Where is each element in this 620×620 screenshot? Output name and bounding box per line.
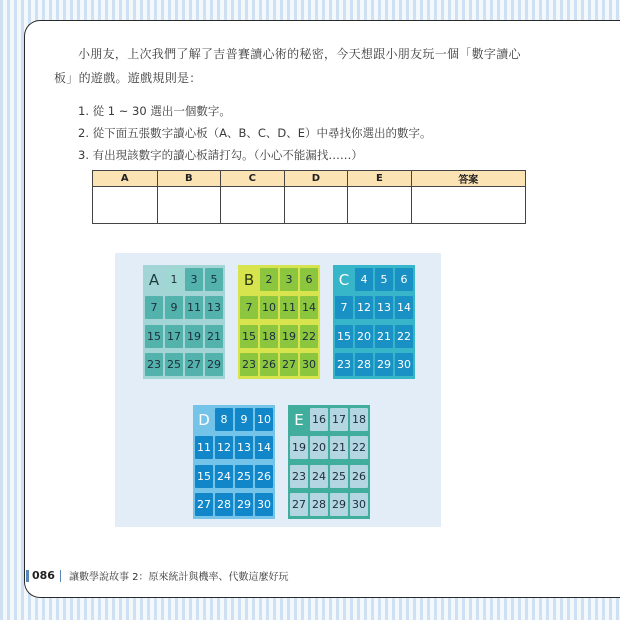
footer-divider [60,570,61,582]
card-number: 3 [185,268,203,291]
header-e: E [348,171,412,187]
card-number: 15 [335,325,353,348]
card-number: 13 [375,296,393,319]
page-number: 086 [32,569,55,582]
card-number: 24 [310,465,328,488]
card-number: 10 [255,408,273,431]
card-number: 22 [350,436,368,459]
card-number: 29 [205,353,223,376]
card-letter-c: C [338,270,350,289]
card-number: 26 [260,353,278,376]
card-number: 16 [310,408,328,431]
card-number: 19 [280,325,298,348]
card-number: 23 [240,353,258,376]
card-number: 20 [355,325,373,348]
card-number: 8 [215,408,233,431]
card-number: 24 [215,465,233,488]
card-letter-e: E [294,410,304,429]
card-number: 14 [300,296,318,319]
card-number: 30 [395,353,413,376]
card-number: 26 [350,465,368,488]
card-number: 15 [145,325,163,348]
card-number: 12 [215,436,233,459]
intro-paragraph: 小朋友，上次我們了解了吉普賽讀心術的秘密，今天想跟小朋友玩一個「數字讀心板」的遊戲。遊戲規則是： [54,47,521,85]
header-answer: 答案 [411,171,525,187]
card-number: 10 [260,296,278,319]
page-footer [26,568,289,583]
card-number: 25 [330,465,348,488]
card-number: 19 [185,325,203,348]
blank-cell-a [93,187,158,224]
card-number: 23 [290,465,308,488]
blank-cell-e [348,187,412,224]
rule-3: 3. 有出現該數字的讀心板請打勾。（小心不能漏找……） [78,148,363,162]
book-title: 讓數學說故事 2：原來統計與機率、代數這麼好玩 [68,572,289,583]
number-card-b [238,265,320,379]
card-number: 25 [235,465,253,488]
card-letter-a: A [148,270,160,289]
card-number: 22 [300,325,318,348]
card-number: 30 [255,493,273,516]
card-number: 3 [280,268,298,291]
card-number: 13 [205,296,223,319]
number-card-e [288,405,370,519]
card-number: 15 [195,465,213,488]
card-number: 22 [395,325,413,348]
card-number: 23 [335,353,353,376]
card-number: 21 [375,325,393,348]
card-number: 27 [185,353,203,376]
header-b: B [157,171,221,187]
header-a: A [93,171,158,187]
card-number: 28 [355,353,373,376]
card-number: 5 [205,268,223,291]
card-number: 7 [145,296,163,319]
card-letter-d: D [198,410,210,429]
card-number: 30 [350,493,368,516]
card-number: 1 [165,268,183,291]
card-number: 7 [335,296,353,319]
rule-2: 2. 從下面五張數字讀心板（A、B、C、D、E）中尋找你選出的數字。 [78,126,432,140]
card-number: 18 [260,325,278,348]
number-card-d [193,405,275,519]
card-number: 11 [280,296,298,319]
card-number: 28 [310,493,328,516]
blank-cell-d [284,187,348,224]
rule-1: 1. 從 1 ~ 30 選出一個數字。 [78,104,231,118]
rules-list [78,100,432,166]
answer-table-blank-row [93,187,526,224]
blank-cell-b [157,187,221,224]
card-number: 17 [165,325,183,348]
card-number: 14 [255,436,273,459]
card-number: 25 [165,353,183,376]
card-number: 29 [375,353,393,376]
card-number: 19 [290,436,308,459]
card-number: 18 [350,408,368,431]
card-number: 15 [240,325,258,348]
header-c: C [221,171,285,187]
card-number: 2 [260,268,278,291]
card-number: 6 [395,268,413,291]
card-number: 11 [195,436,213,459]
card-number: 27 [280,353,298,376]
card-number: 4 [355,268,373,291]
header-d: D [284,171,348,187]
card-number: 29 [330,493,348,516]
card-number: 23 [145,353,163,376]
card-number: 21 [330,436,348,459]
card-number: 13 [235,436,253,459]
blank-cell-c [221,187,285,224]
card-number: 12 [355,296,373,319]
card-number: 6 [300,268,318,291]
card-number: 27 [195,493,213,516]
card-number: 20 [310,436,328,459]
card-number: 7 [240,296,258,319]
answer-table [92,170,526,224]
answer-table-header-row [93,171,526,187]
card-number: 11 [185,296,203,319]
number-card-c [333,265,415,379]
card-number: 30 [300,353,318,376]
card-number: 29 [235,493,253,516]
card-letter-b: B [243,270,255,289]
card-number: 17 [330,408,348,431]
card-number: 21 [205,325,223,348]
blank-cell-answer [411,187,525,224]
card-number: 26 [255,465,273,488]
card-number: 14 [395,296,413,319]
number-card-a [143,265,225,379]
card-number: 5 [375,268,393,291]
card-number: 27 [290,493,308,516]
card-number: 9 [235,408,253,431]
card-number: 9 [165,296,183,319]
footer-marker [26,570,29,582]
card-number: 28 [215,493,233,516]
